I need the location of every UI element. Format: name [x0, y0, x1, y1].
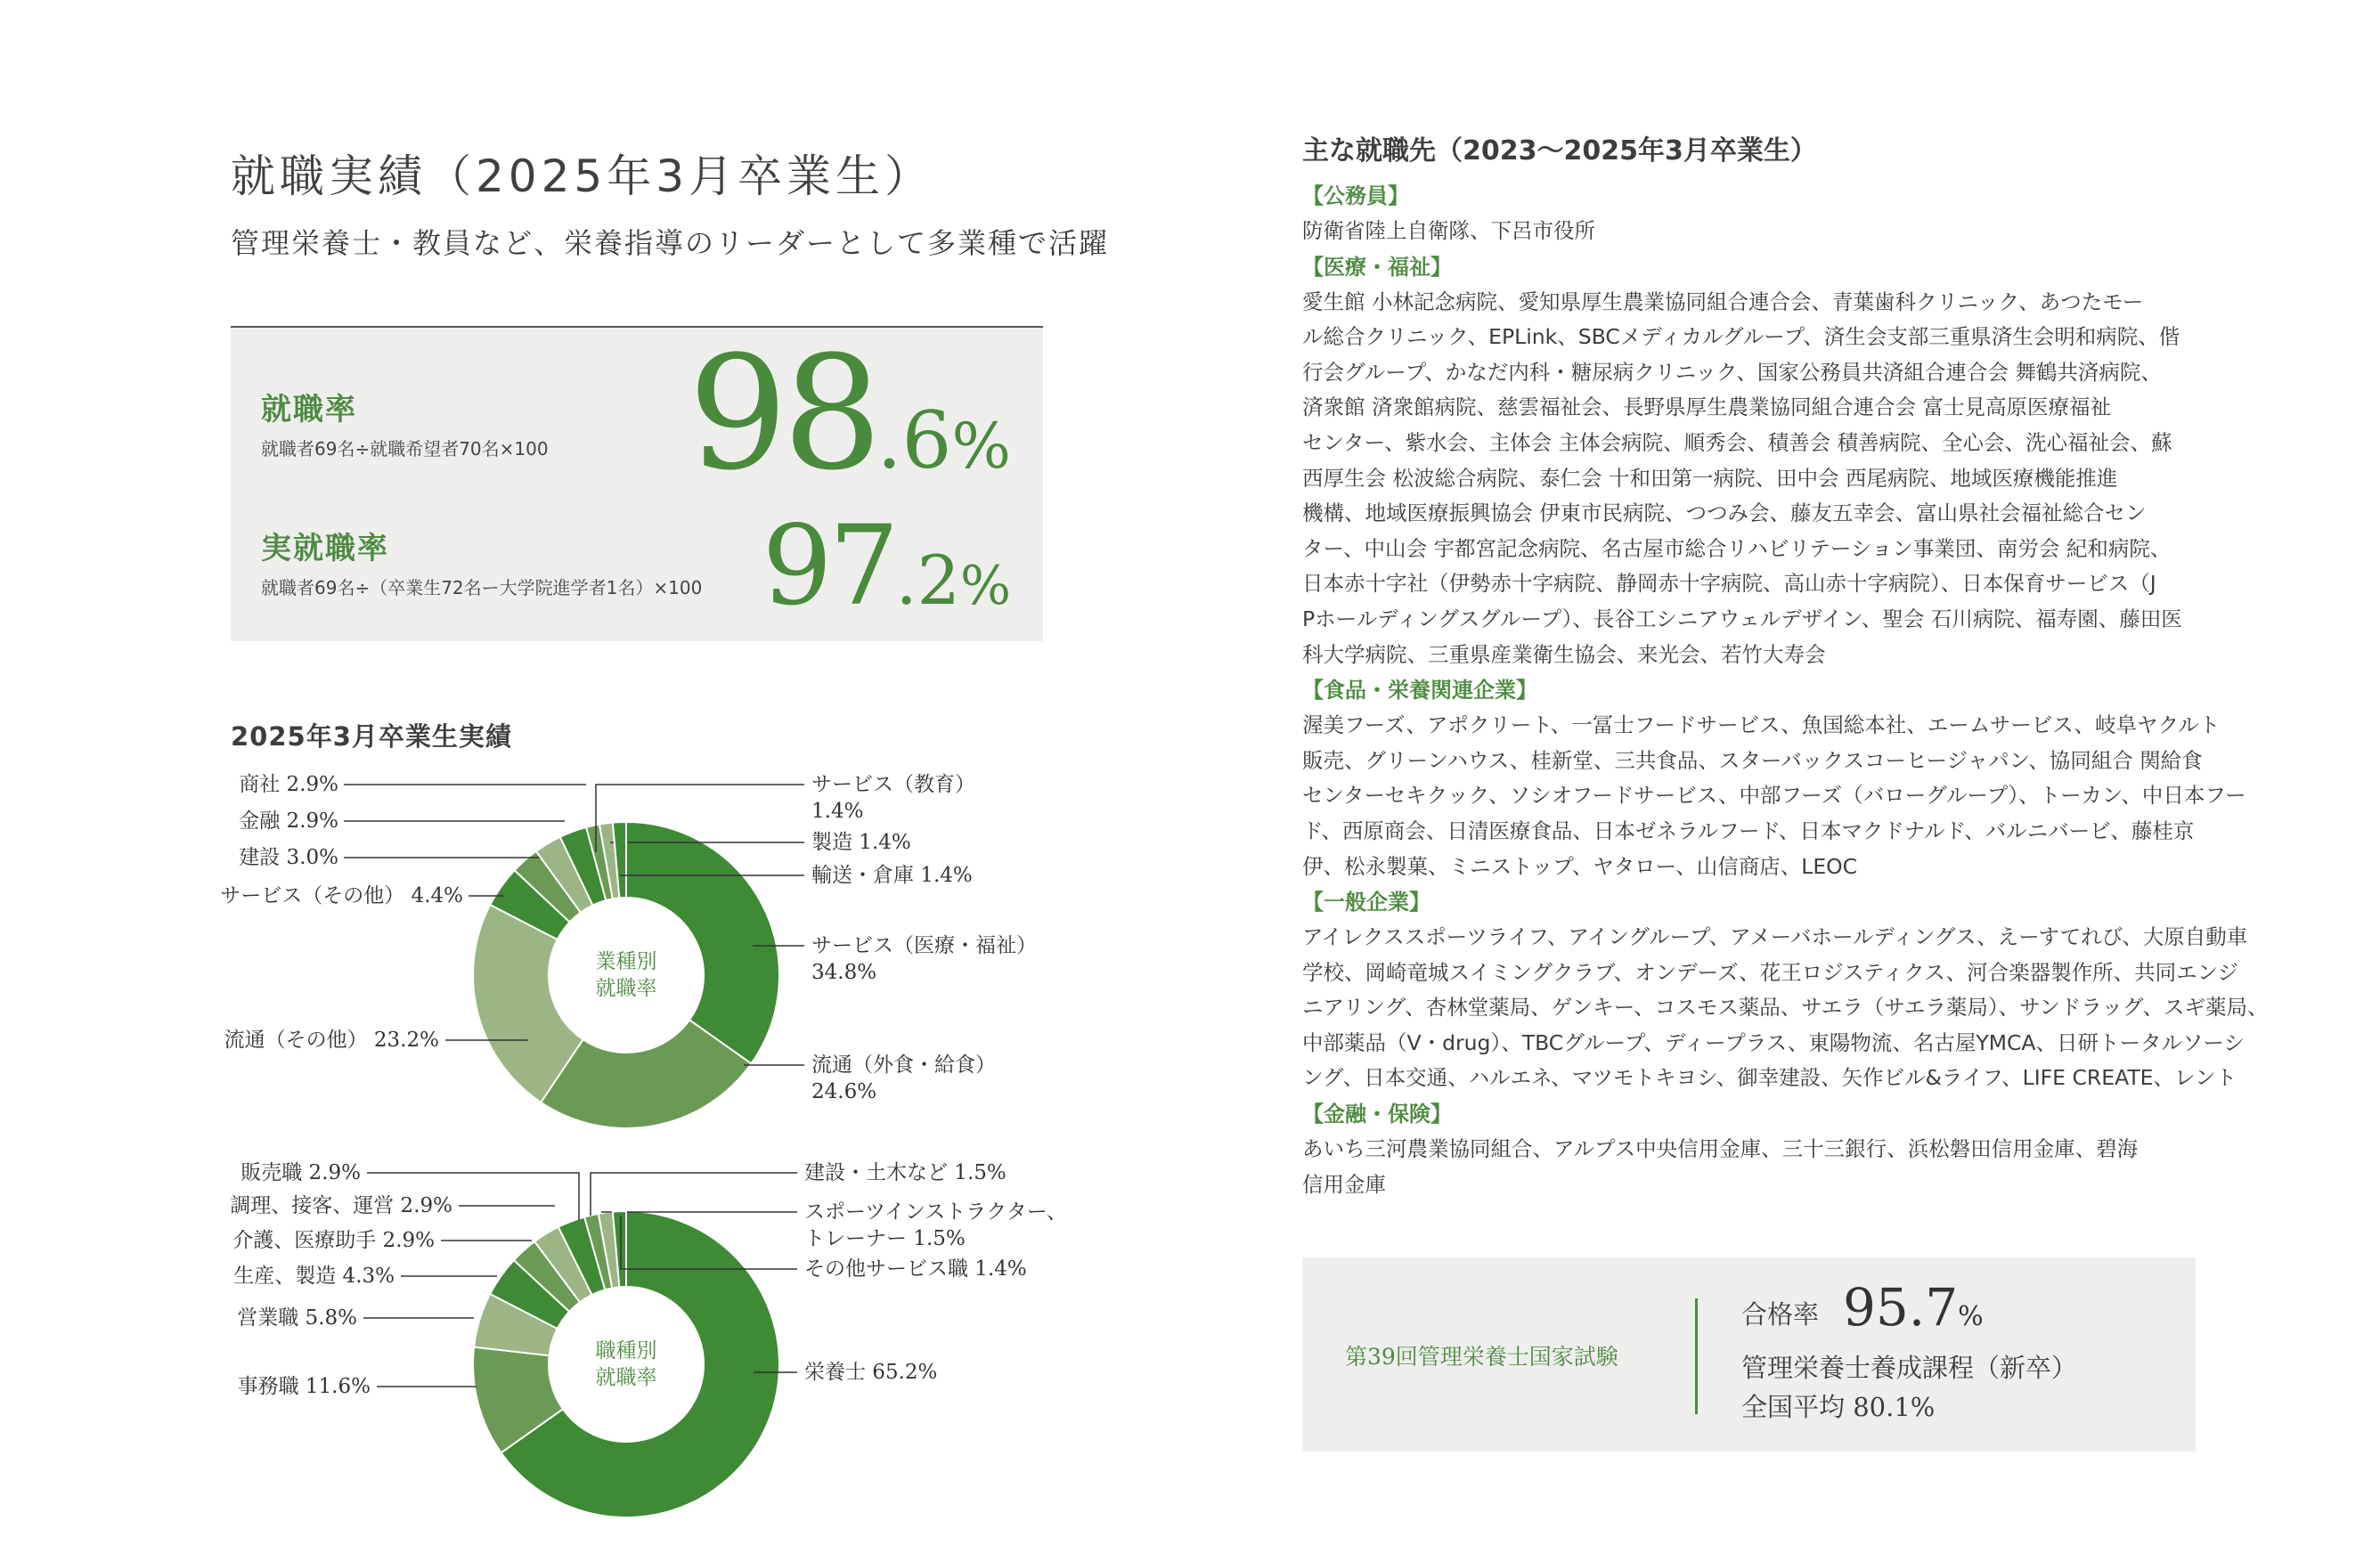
employer-line: 学校、岡崎竜城スイミングクラブ、オンデーズ、花王ロジスティクス、河合楽器製作所、共同エンジ: [1302, 959, 2239, 985]
slice-label: サービス（その他） 4.4%: [220, 884, 463, 907]
donut-center-label: 職種別: [595, 1339, 657, 1363]
employer-line: 販売、グリーンハウス、桂新堂、三共食品、スターバックスコーヒージャパン、協同組合 関給食: [1302, 747, 2203, 773]
donut-center-label: 就職率: [595, 1366, 657, 1389]
slice-label: 製造 1.4%: [811, 831, 911, 854]
slice-label: トレーナー 1.5%: [804, 1227, 966, 1250]
employer-line: センター、紫水会、主体会 主体会病院、順秀会、積善会 積善病院、全心会、洗心福祉会、蘇: [1302, 429, 2172, 455]
employment-rate-formula: 就職者69名÷就職希望者70名×100: [261, 438, 549, 460]
slice-label: 24.6%: [811, 1080, 877, 1103]
slice-label: 流通（その他） 23.2%: [224, 1029, 439, 1052]
employer-line: 中部薬品（V・drug）、TBCグループ、ディープラス、東陽物流、名古屋YMCA、日研トータルソーシ: [1302, 1029, 2246, 1055]
leader-line: [591, 1173, 797, 1216]
employers-heading: 主な就職先（2023〜2025年3月卒業生）: [1302, 135, 1817, 167]
slice-label: 調理、接客、運営 2.9%: [230, 1194, 452, 1217]
slice-label: 栄養士 65.2%: [804, 1361, 938, 1384]
employer-category: 【一般企業】: [1302, 890, 1430, 915]
employment-rate-int: 98: [688, 322, 877, 505]
slice-label: 金融 2.9%: [239, 809, 338, 833]
slice-label: 流通（外食・給食）: [811, 1054, 996, 1077]
employer-line: 科大学病院、三重県産業衛生協会、来光会、若竹大寿会: [1302, 641, 1826, 667]
page-subtitle: 管理栄養士・教員など、栄養指導のリーダーとして多業種で活躍: [231, 226, 1110, 260]
employer-line: ル総合クリニック、EPLink、SBCメディカルグループ、済生会支部三重県済生会明和病院、偕: [1302, 324, 2180, 350]
actual-rate-dec: .2: [895, 541, 960, 620]
slice-label: サービス（教育）: [811, 773, 975, 796]
slice-label: 介護、医療助手 2.9%: [232, 1229, 435, 1252]
employer-line: あいち三河農業協同組合、アルプス中央信用金庫、三十三銀行、浜松磐田信用金庫、碧海: [1302, 1136, 2139, 1162]
slice-label: 販売職 2.9%: [240, 1161, 361, 1184]
slice-label: スポーツインストラクター、: [804, 1200, 1067, 1224]
pass-rate-value: [1843, 1277, 1984, 1338]
slice-label: サービス（医療・福祉）: [811, 934, 1037, 957]
slice-label: 34.8%: [811, 961, 877, 984]
employer-names: [1302, 214, 2197, 249]
employer-line: 渥美フーズ、アポクリート、一冨士フードサービス、魚国総本社、エームサービス、岐阜ヤクルト: [1302, 712, 2221, 738]
donut-center-label: 就職率: [595, 977, 657, 1000]
page-title: 就職実績（2025年3月卒業生）: [231, 151, 934, 202]
employer-category: 【公務員】: [1302, 183, 1409, 208]
donut-center-label: 業種別: [595, 950, 657, 973]
slice-label: 生産、製造 4.3%: [233, 1265, 395, 1288]
slice-label: 1.4%: [811, 800, 864, 823]
slice-label: 建設 3.0%: [239, 846, 338, 869]
job-donut-chart: [0, 0, 1069, 1562]
chart-heading: 2025年3月卒業生実績: [231, 721, 512, 752]
employers-list: [1302, 178, 2269, 1202]
employer-category: 【医療・福祉】: [1302, 254, 1452, 280]
employer-names: [1302, 1132, 2197, 1202]
employer-line: ング、日本交通、ハルエネ、マツモトキヨシ、御幸建設、矢作ビル&ライフ、LIFE CREATE、レント: [1302, 1065, 2237, 1091]
slice-label: 商社 2.9%: [239, 773, 338, 796]
pass-rate-label: 合格率: [1741, 1299, 1820, 1330]
employer-line: Pホールディングスグループ）、長谷工シニアウェルデザイン、聖会 石川病院、福寿園、藤田医: [1302, 606, 2182, 631]
employer-line: ド、西原商会、日清医療食品、日本ゼネラルフード、日本マクドナルド、バルニバービ、藤桂京: [1302, 818, 2195, 843]
pass-rate-number: 95.7: [1843, 1277, 1959, 1338]
employer-names: [1302, 708, 2246, 884]
employer-line: 伊、松永製菓、ミニストップ、ヤタロー、山信商店、LEOC: [1302, 853, 1858, 879]
employer-category: 【食品・栄養関連企業】: [1302, 678, 1537, 704]
employer-line: 済衆館 済衆館病院、慈雲福祉会、長野県厚生農業協同組合連合会 富士見高原医療福祉: [1302, 395, 2111, 420]
employer-line: 愛生館 小林記念病院、愛知県厚生農業協同組合連合会、青葉歯科クリニック、あつたモー: [1302, 289, 2144, 314]
slice-label: 輸送・倉庫 1.4%: [811, 864, 973, 887]
employment-rate-label: 就職率: [261, 392, 357, 427]
exam-divider: [1695, 1298, 1698, 1414]
exam-title: 第39回管理栄養士国家試験: [1345, 1344, 1618, 1370]
employer-line: 防衛省陸上自衛隊、下呂市役所: [1302, 218, 1595, 243]
employer-line: アイレクススポーツライフ、アイングループ、アメーバホールディングス、えーすてれび、大原自動車: [1302, 924, 2248, 950]
slice-label: その他サービス職 1.4%: [804, 1257, 1027, 1281]
employer-names: [1302, 285, 2197, 673]
employer-line: ター、中山会 宇都宮記念病院、名古屋市総合リハビリテーション事業団、南労会 紀和病院、: [1302, 535, 2172, 561]
actual-rate-int: 97: [762, 502, 896, 630]
actual-rate-label: 実就職率: [261, 531, 389, 566]
employment-rate-pct: %: [951, 410, 1011, 483]
employer-line: センターセキクック、ソシオフードサービス、中部フーズ（バローグループ）、トーカン、中日本フー: [1302, 783, 2246, 809]
actual-rate-formula: 就職者69名÷（卒業生72名ー大学院進学者1名）×100: [261, 577, 703, 598]
employer-line: 信用金庫: [1302, 1171, 1386, 1197]
employer-category: 【金融・保険】: [1302, 1102, 1452, 1127]
national-average: 全国平均 80.1%: [1741, 1392, 1936, 1422]
exam-result-box: [1302, 1257, 2196, 1452]
employer-line: ニアリング、杏林堂薬局、ゲンキー、コスモス薬品、サエラ（サエラ薬局）、サンドラッグ、スギ薬局、: [1302, 995, 2269, 1021]
employer-line: 西厚生会 松波総合病院、泰仁会 十和田第一病院、田中会 西尾病院、地域医療機能推進: [1302, 465, 2118, 491]
actual-rate-pct: %: [959, 555, 1011, 617]
slice-label: 営業職 5.8%: [237, 1306, 357, 1330]
course-label: 管理栄養士養成課程（新卒）: [1741, 1353, 2078, 1383]
employment-rate-dec: .6: [876, 395, 952, 486]
slice-label: 事務職 11.6%: [237, 1375, 371, 1398]
slice-label: 建設・土木など 1.5%: [804, 1161, 1007, 1184]
pass-rate-pct: %: [1958, 1301, 1984, 1332]
employer-line: 機構、地域医療振興協会 伊東市民病院、つつみ会、藤友五幸会、富山県社会福祉総合セン: [1302, 500, 2147, 526]
employer-line: 行会グループ、かなだ内科・糖尿病クリニック、国家公務員共済組合連合会 舞鶴共済病院、: [1302, 359, 2162, 385]
employer-line: 日本赤十字社（伊勢赤十字病院、静岡赤十字病院、高山赤十字病院）、日本保育サービス（J: [1302, 571, 2156, 597]
employer-names: [1302, 920, 2269, 1096]
